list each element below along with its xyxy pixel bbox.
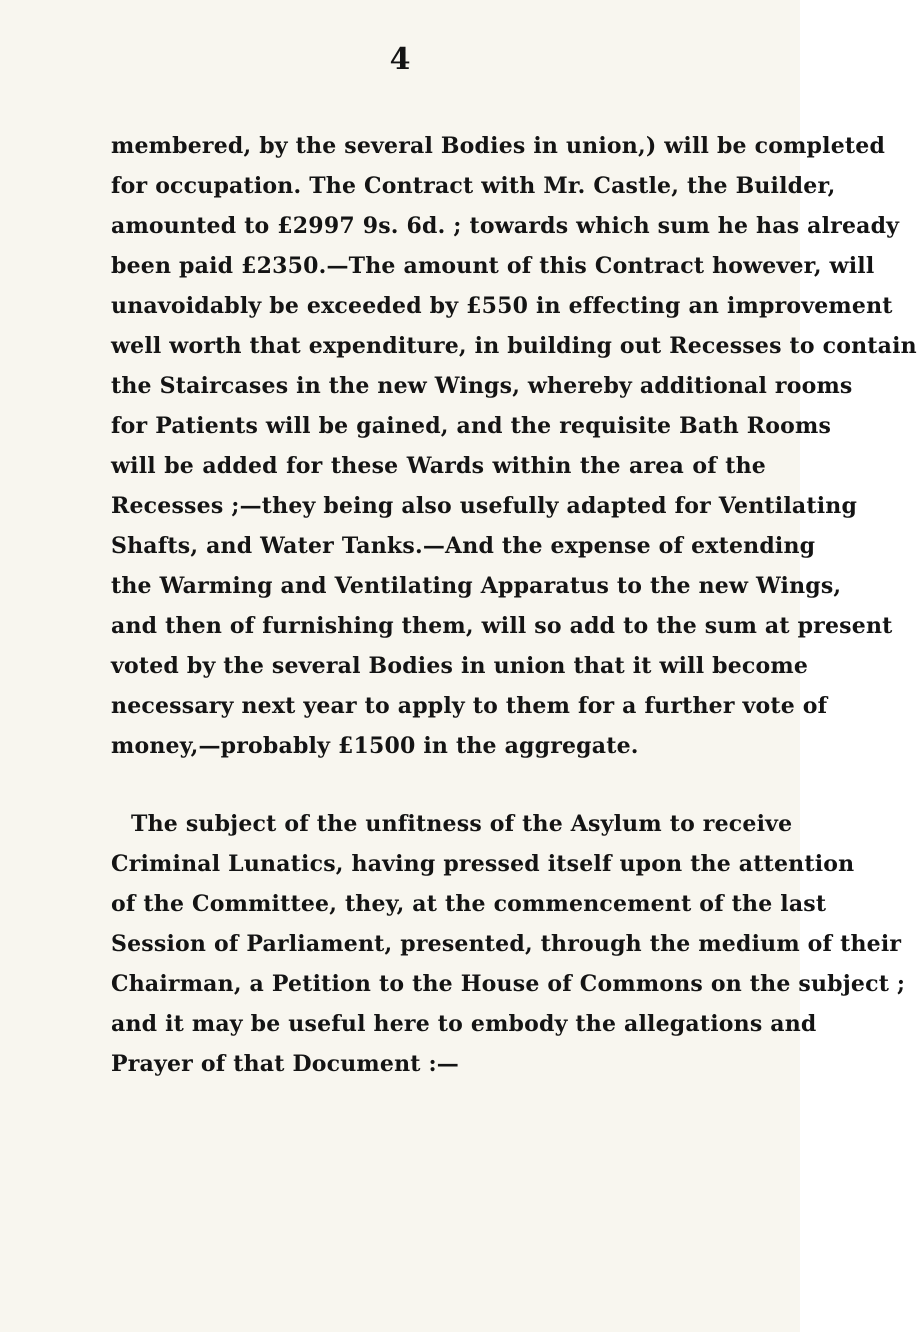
text-line: Prayer of that Document :— xyxy=(111,1051,460,1077)
text-line: the Staircases in the new Wings, whereby additional rooms xyxy=(111,373,853,399)
text-line: of the Committee, they, at the commencement of the last xyxy=(111,891,827,917)
text-line: unavoidably be exceeded by £550 in effecting an improvement xyxy=(111,293,893,319)
text-line: Session of Parliament, presented, through the medium of their xyxy=(111,931,902,957)
text-line: Criminal Lunatics, having pressed itself upon the attention xyxy=(111,851,855,877)
text-line: will be added for these Wards within the area of the xyxy=(111,453,766,479)
text-line: and it may be useful here to embody the allegations and xyxy=(111,1011,817,1037)
text-line: for Patients will be gained, and the requisite Bath Rooms xyxy=(111,413,832,439)
paragraph-1 xyxy=(111,126,917,766)
text-line: Chairman, a Petition to the House of Commons on the subject ; xyxy=(111,971,906,997)
text-line: the Warming and Ventilating Apparatus to the new Wings, xyxy=(111,573,842,599)
text-line: been paid £2350.—The amount of this Contract however, will xyxy=(111,253,875,279)
paragraph-2 xyxy=(111,804,906,1084)
page-number: 4 xyxy=(389,42,411,77)
text-line: Recesses ;—they being also usefully adapted for Ventilating xyxy=(111,493,858,519)
text-line: well worth that expenditure, in building out Recesses to contain xyxy=(111,333,917,359)
text-line: voted by the several Bodies in union that it will become xyxy=(111,653,809,679)
text-line: and then of furnishing them, will so add to the sum at present xyxy=(111,613,893,639)
text-line: necessary next year to apply to them for a further vote of xyxy=(111,693,828,719)
text-line: membered, by the several Bodies in union,) will be completed xyxy=(111,133,886,159)
text-line: for occupation. The Contract with Mr. Castle, the Builder, xyxy=(111,173,836,199)
text-line: amounted to £2997 9s. 6d. ; towards which sum he has already xyxy=(111,213,900,239)
text-line: money,—probably £1500 in the aggregate. xyxy=(111,733,639,759)
text-line: Shafts, and Water Tanks.—And the expense of extending xyxy=(111,533,816,559)
text-line: The subject of the unfitness of the Asylum to receive xyxy=(131,811,793,837)
